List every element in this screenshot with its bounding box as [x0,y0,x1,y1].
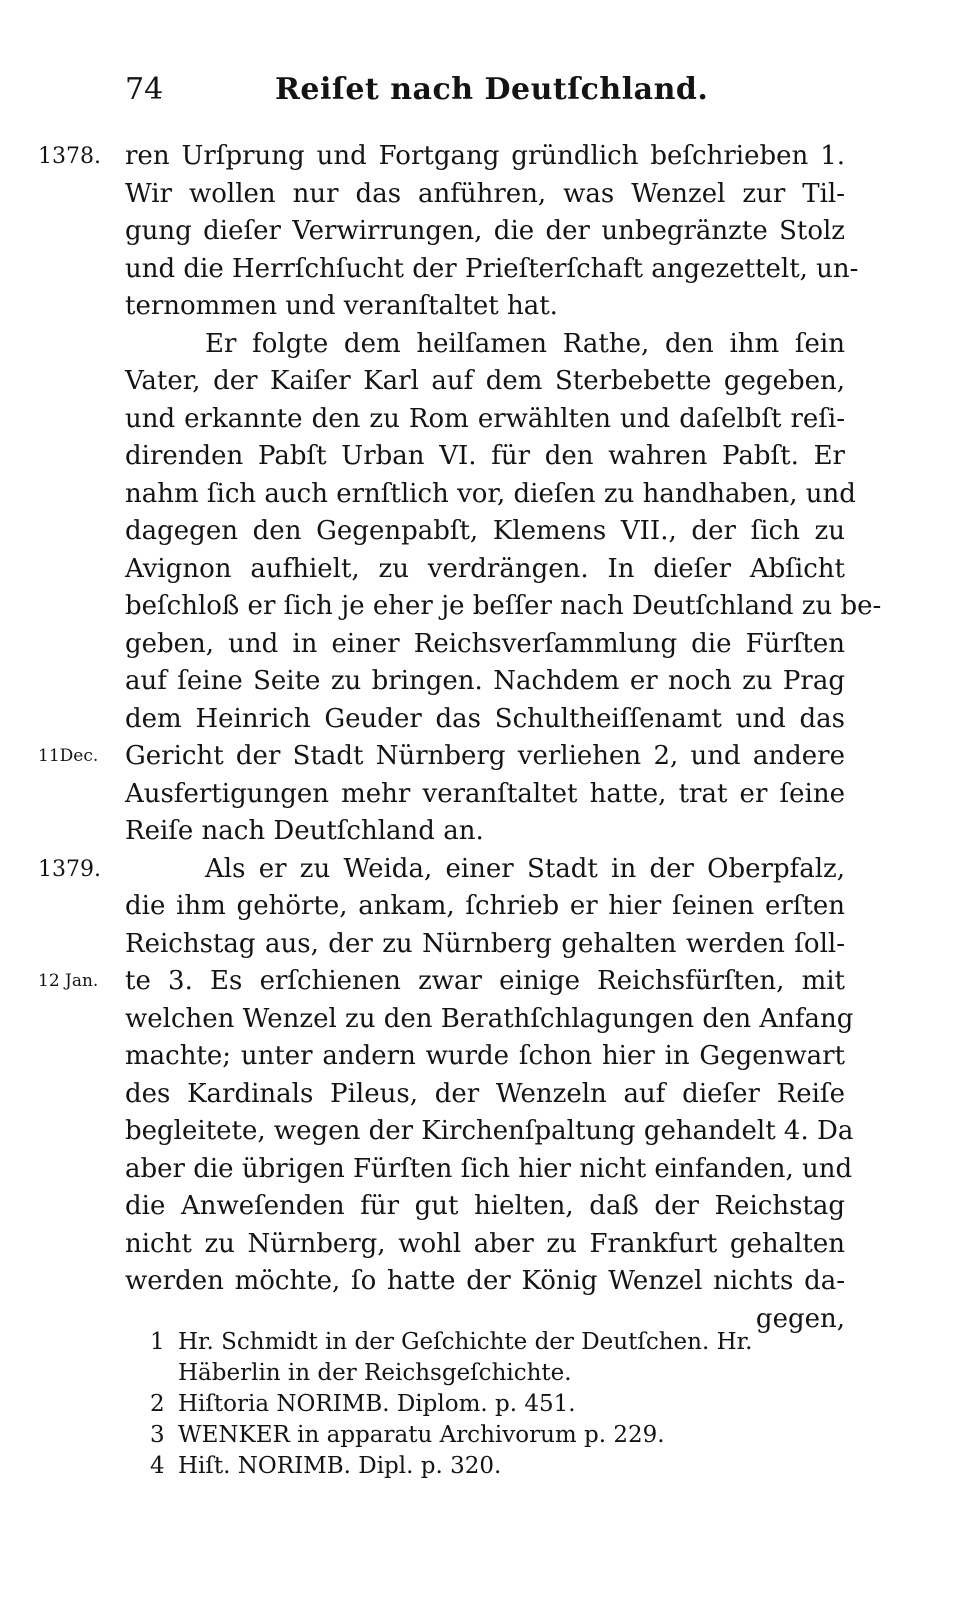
text-line: des Kardinals Pileus, der Wenzeln auf dieſer Reiſe [125,1078,845,1109]
footnote-text: Hr. Schmidt in der Geſchichte der Deutſchen. Hr. [178,1329,753,1355]
margin-date-note: 12 Jan. [38,971,99,991]
footnote [150,1420,850,1451]
text-line: direnden Pabſt Urban VI. für den wahren Pabſt. Er [125,441,845,471]
footnote-number: 3 [150,1422,165,1448]
footnote [150,1451,850,1482]
running-title: Reiſet nach Deutſchland. [275,72,709,107]
text-line: Reiſe nach Deutſchland an. [125,816,484,846]
text-line: die ihm gehörte, ankam, ſchrieb er hier ſeinen erſten [125,891,845,921]
text-line: Wir wollen nur das anführen, was Wenzel zur Til- [125,178,845,209]
text-line: gung dieſer Verwirrungen, die der unbegränzte Stolz [125,216,845,246]
text-line: geben, und in einer Reichsverſammlung die Fürſten [125,628,845,659]
text-line: Ausfertigungen mehr veranſtaltet hatte, trat er ſeine [125,778,845,809]
footnote [150,1389,850,1420]
margin-date-note: 1379. [38,856,101,882]
text-line: Gericht der Stadt Nürnberg verliehen 2, und andere [125,741,845,771]
footnote [150,1358,850,1389]
catchword: gegen, [755,1303,845,1334]
text-line: nicht zu Nürnberg, wohl aber zu Frankfurt gehalten [125,1228,845,1259]
main-text [125,138,882,1338]
page-header [125,70,845,110]
footnote-text: Häberlin in der Reichsgeſchichte. [178,1360,572,1386]
text-line: werden möchte, ſo hatte der König Wenzel nichts da- [125,1266,845,1296]
text-line: die Anweſenden für gut hielten, daß der Reichstag [125,1191,845,1221]
text-line: Als er zu Weida, einer Stadt in der Oberpfalz, [205,853,845,884]
footnote-number: 4 [150,1453,165,1479]
margin-date-note: 1378. [38,144,101,169]
text-line: auf ſeine Seite zu bringen. Nachdem er noch zu Prag [125,666,845,696]
footnote-text: Hiſt. NORIMB. Dipl. p. 320. [178,1453,502,1479]
text-line: dagegen den Gegenpabſt, Klemens VII., der ſich zu [125,516,845,546]
text-line: aber die übrigen Fürſten ſich hier nicht einfanden, und [125,1153,853,1184]
text-line: Reichstag aus, der zu Nürnberg gehalten werden ſoll- [125,928,845,959]
text-line: nahm ſich auch ernſtlich vor, dieſen zu handhaben, und [125,478,856,509]
footnote [150,1327,850,1358]
footnote-text: WENKER in apparatu Archivorum p. 229. [178,1422,665,1448]
text-line: und erkannte den zu Rom erwählten und daſelbſt reſi- [125,403,845,434]
text-line: ren Urſprung und Fortgang gründlich beſchrieben 1. [125,141,845,171]
text-line: ternommen und veranſtaltet hat. [125,291,558,321]
text-line: begleitete, wegen der Kirchenſpaltung gehandelt 4. Da [125,1116,854,1146]
text-line: Avignon aufhielt, zu verdrängen. In dieſer Abſicht [125,553,845,584]
text-line: machte; unter andern wurde ſchon hier in Gegenwart [125,1041,845,1071]
footnote-number: 1 [150,1329,165,1355]
text-line: te 3. Es erſchienen zwar einige Reichsfürſten, mit [125,966,845,996]
footnote-number: 2 [150,1391,165,1417]
text-line: Er folgte dem heilſamen Rathe, den ihm ſein [205,328,845,359]
text-line: welchen Wenzel zu den Berathſchlagungen den Anfang [125,1003,854,1034]
text-line: dem Heinrich Geuder das Schultheiſſenamt und das [125,703,845,734]
text-line: und die Herrſchſucht der Prieſterſchaft angezettelt, un- [125,253,859,284]
footnote-text: Hiſtoria NORIMB. Diplom. p. 451. [178,1391,576,1417]
margin-date-note: 11Dec. [38,746,99,766]
text-line: Vater, der Kaiſer Karl auf dem Sterbebette gegeben, [125,366,845,396]
page-number: 74 [125,72,164,107]
footnotes [150,1327,850,1482]
text-line: beſchloß er ſich je eher je beſſer nach Deutſchland zu be- [125,591,882,621]
